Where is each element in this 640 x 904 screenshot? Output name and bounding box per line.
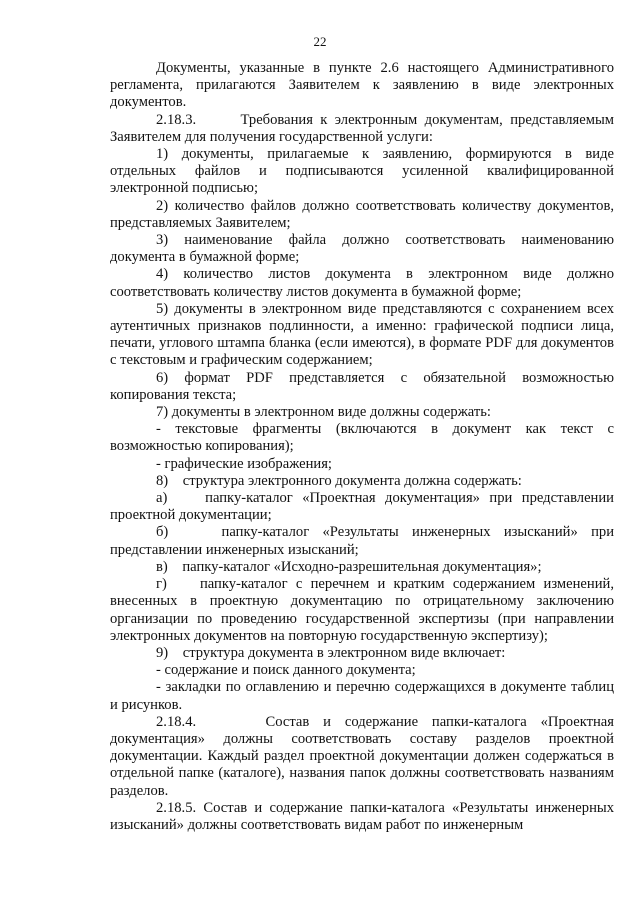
list-item: 9) структура документа в электронном виде включает:	[156, 644, 506, 661]
list-item: - графические изображения;	[156, 455, 332, 472]
list-item: 5) документы в электронном виде представляются с сохранением всех аутентичных признаков подлинности, а именно: графической подписи лица, печати, углового штампа бланка (если имеются), в формате PDF для документов с текстовым и графическим содержанием;	[110, 300, 614, 369]
list-item: 1) документы, прилагаемые к заявлению, формируются в виде отдельных файлов и подписываются усиленной квалифицированной электронной подписью;	[110, 146, 614, 197]
list-item: 6) формат PDF представляется с обязательной возможностью копирования текста;	[110, 369, 614, 403]
list-item: б) папку-каталог «Результаты инженерных изысканий» при представлении инженерных изысканий;	[110, 524, 614, 558]
list-item: - закладки по оглавлению и перечню содержащихся в документе таблиц и рисунков.	[110, 679, 614, 713]
page-number: 22	[313, 34, 327, 49]
list-item: в) папку-каталог «Исходно-разрешительная документация»;	[156, 558, 542, 575]
list-item: - текстовые фрагменты (включаются в документ как текст с возможностью копирования);	[110, 421, 614, 455]
paragraph: 2.18.4. Состав и содержание папки-каталога «Проектная документация» должны соответствовать составу разделов проектной документации. Каждый раздел проектной документации должен содержаться в отдельной папке (каталоге), названия папок должны соответствовать названиям разделов.	[110, 713, 614, 799]
paragraph: 2.18.5. Состав и содержание папки-каталога «Результаты инженерных изысканий» должны соответствовать видам работ по инженерным	[110, 799, 614, 833]
paragraph: Документы, указанные в пункте 2.6 настоящего Административного регламента, прилагаются Заявителем к заявлению в виде электронных документов.	[110, 60, 614, 111]
list-item: - содержание и поиск данного документа;	[156, 662, 416, 679]
list-item: 7) документы в электронном виде должны содержать:	[156, 404, 491, 421]
body-text	[110, 60, 614, 834]
list-item: 3) наименование файла должно соответствовать наименованию документа в бумажной форме;	[110, 232, 614, 266]
list-item: г) папку-каталог с перечнем и кратким содержанием изменений, внесенных в проектную документацию по отрицательному заключению организации по проведению государственной экспертизы (при направлении электронных документов на повторную государственную экспертизу);	[110, 576, 614, 644]
list-item: а) папку-каталог «Проектная документация» при представлении проектной документации;	[110, 490, 614, 524]
list-item: 4) количество листов документа в электронном виде должно соответствовать количеству листов документа в бумажной форме;	[110, 266, 614, 300]
list-item: 2) количество файлов должно соответствовать количеству документов, представляемых Заявителем;	[110, 197, 614, 231]
list-item: 8) структура электронного документа должна содержать:	[156, 472, 522, 489]
paragraph: 2.18.3. Требования к электронным документам, представляемым Заявителем для получения государственной услуги:	[110, 111, 614, 145]
